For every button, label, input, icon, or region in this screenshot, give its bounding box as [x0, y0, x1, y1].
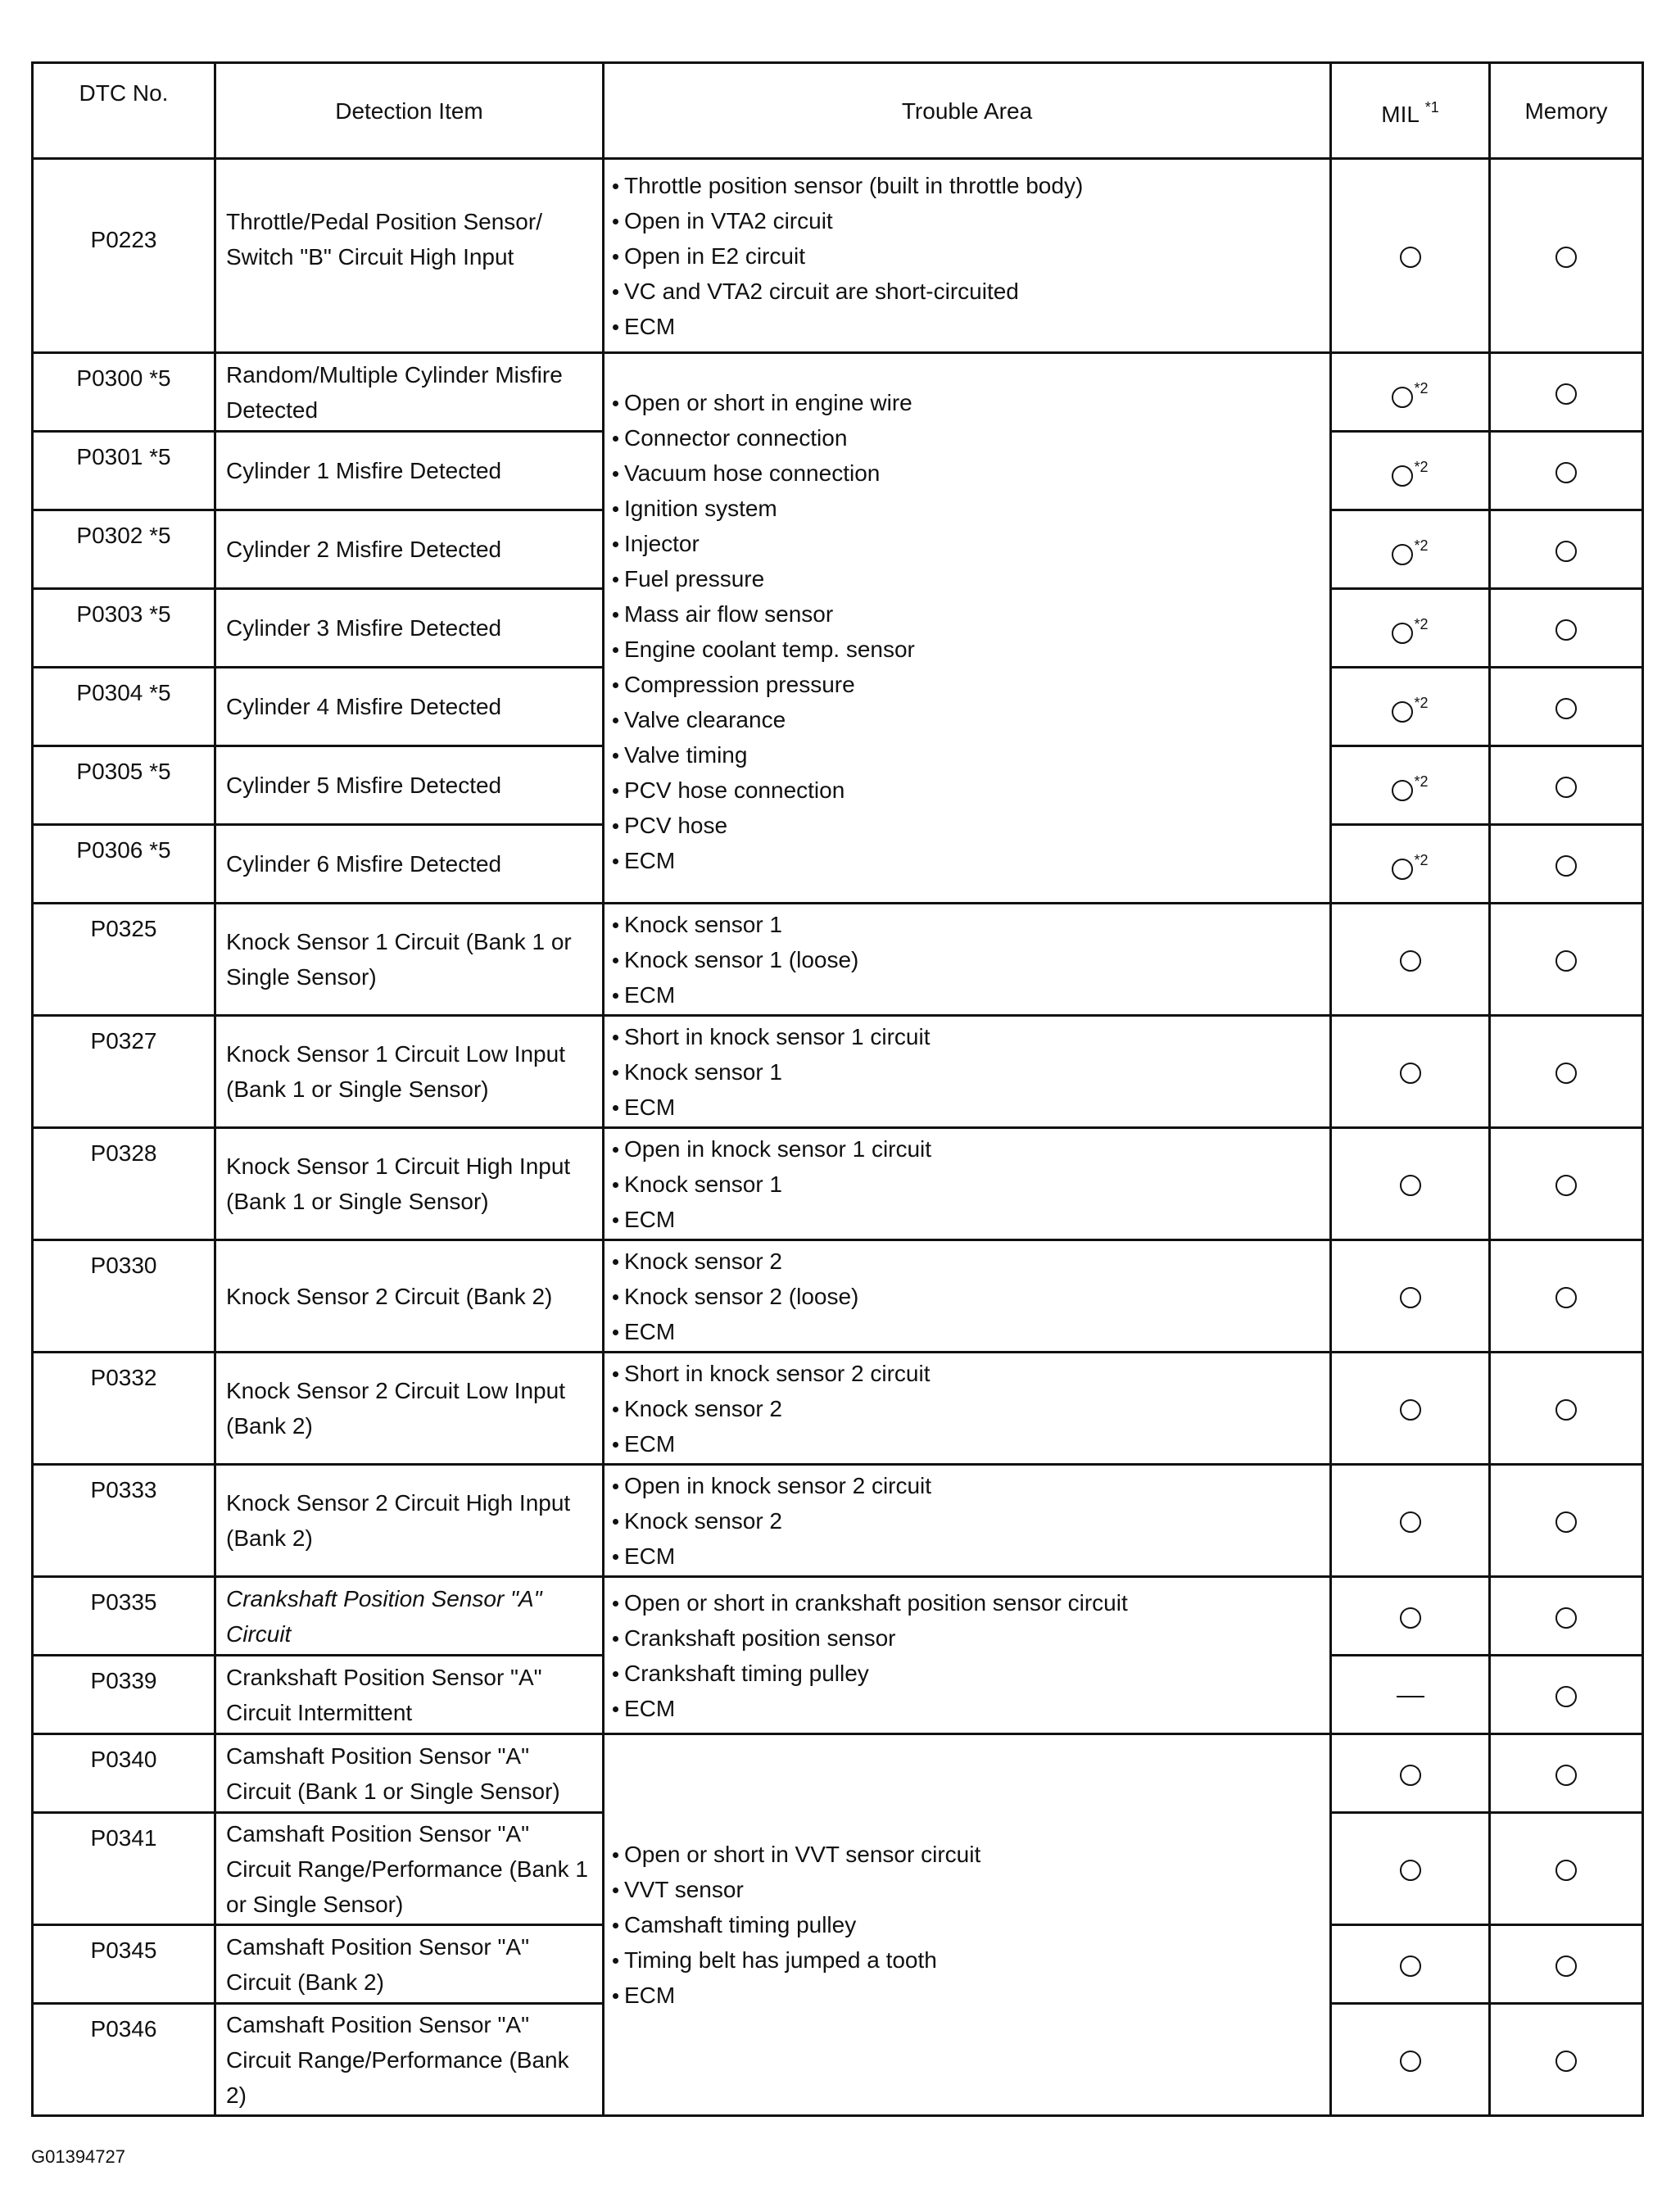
trouble-area: [604, 1240, 1331, 1353]
memory-cell: [1490, 904, 1643, 1016]
circle-icon: [1555, 1686, 1577, 1707]
trouble-area-item: Open in E2 circuit: [613, 238, 1321, 274]
trouble-area-item: ECM: [613, 1314, 1321, 1349]
memory-cell: [1490, 1577, 1643, 1656]
circle-icon: [1555, 1860, 1577, 1881]
circle-icon: [1400, 1287, 1421, 1308]
circle-icon: [1392, 701, 1413, 723]
mil-cell: [1331, 1734, 1490, 1813]
trouble-area-item: ECM: [613, 1539, 1321, 1574]
memory-cell: [1490, 1734, 1643, 1813]
trouble-area: [604, 353, 1331, 904]
detection-item: Cylinder 5 Misfire Detected: [215, 746, 604, 825]
detection-item: Camshaft Position Sensor "A" Circuit Range/Performance (Bank 2): [215, 2004, 604, 2116]
circle-icon: [1400, 1399, 1421, 1421]
circle-icon: [1555, 541, 1577, 562]
trouble-area-item: Open or short in crankshaft position sensor circuit: [613, 1585, 1321, 1620]
circle-icon: [1555, 2051, 1577, 2072]
trouble-area-item: Valve clearance: [613, 702, 1321, 737]
trouble-area-item: Crankshaft timing pulley: [613, 1656, 1321, 1691]
dtc-code: P0327: [33, 1016, 215, 1128]
mil-cell: [1331, 1925, 1490, 2004]
trouble-area-item: ECM: [613, 1202, 1321, 1237]
col-header-trouble-area: Trouble Area: [604, 63, 1331, 159]
trouble-area-item: ECM: [613, 1978, 1321, 2013]
detection-item: Crankshaft Position Sensor "A" Circuit: [215, 1577, 604, 1656]
detection-item: Throttle/Pedal Position Sensor/ Switch "B" Circuit High Input: [215, 159, 604, 353]
trouble-area-item: Knock sensor 1: [613, 907, 1321, 942]
memory-cell: [1490, 432, 1643, 510]
trouble-area-item: Knock sensor 1: [613, 1167, 1321, 1202]
mil-cell: [1331, 1353, 1490, 1465]
memory-cell: [1490, 1353, 1643, 1465]
trouble-area: [604, 1016, 1331, 1128]
memory-cell: [1490, 746, 1643, 825]
dtc-code: P0306 *5: [33, 825, 215, 904]
trouble-area: [604, 1734, 1331, 2116]
dtc-code: P0332: [33, 1353, 215, 1465]
table-row: [33, 1577, 1643, 1656]
table-row: [33, 1240, 1643, 1353]
circle-icon: [1555, 698, 1577, 719]
figure-code: G01394727: [31, 2146, 125, 2167]
mil-cell: [1331, 825, 1490, 904]
table-row: [33, 1128, 1643, 1240]
trouble-area-item: Knock sensor 1: [613, 1054, 1321, 1090]
dtc-code: P0341: [33, 1813, 215, 1925]
trouble-area-item: Mass air flow sensor: [613, 596, 1321, 632]
circle-icon: [1392, 623, 1413, 644]
circle-icon: [1392, 859, 1413, 880]
table-row: [33, 904, 1643, 1016]
trouble-area-list: [613, 1585, 1321, 1726]
table-row: [33, 1734, 1643, 1813]
detection-item: Cylinder 3 Misfire Detected: [215, 589, 604, 668]
trouble-area-item: Open in knock sensor 1 circuit: [613, 1131, 1321, 1167]
trouble-area-item: Valve timing: [613, 737, 1321, 773]
trouble-area-item: ECM: [613, 1691, 1321, 1726]
dtc-code: P0303 *5: [33, 589, 215, 668]
header-row: [33, 63, 1643, 159]
memory-cell: [1490, 1128, 1643, 1240]
trouble-area: [604, 1577, 1331, 1734]
circle-icon: [1392, 387, 1413, 408]
dtc-code: P0333: [33, 1465, 215, 1577]
trouble-area: [604, 1465, 1331, 1577]
circle-icon: [1555, 1175, 1577, 1196]
table-row: [33, 1353, 1643, 1465]
dtc-code: P0345: [33, 1925, 215, 2004]
mil-cell: [1331, 510, 1490, 589]
circle-icon: [1555, 855, 1577, 877]
circle-icon: [1555, 247, 1577, 268]
trouble-area-item: PCV hose: [613, 808, 1321, 843]
circle-icon: [1400, 1063, 1421, 1084]
mil-cell: [1331, 1465, 1490, 1577]
trouble-area-list: [613, 168, 1321, 344]
trouble-area-list: [613, 907, 1321, 1013]
trouble-area-item: Open or short in VVT sensor circuit: [613, 1837, 1321, 1872]
detection-item: Cylinder 4 Misfire Detected: [215, 668, 604, 746]
trouble-area-item: ECM: [613, 1426, 1321, 1462]
circle-icon: [1400, 1765, 1421, 1786]
circle-icon: [1555, 950, 1577, 972]
trouble-area-list: [613, 1244, 1321, 1349]
mil-cell: [1331, 1240, 1490, 1353]
col-header-mil: [1331, 63, 1490, 159]
memory-cell: [1490, 1465, 1643, 1577]
detection-item: Knock Sensor 2 Circuit Low Input (Bank 2): [215, 1353, 604, 1465]
circle-icon: [1555, 1607, 1577, 1629]
circle-icon: [1555, 1287, 1577, 1308]
detection-item: Knock Sensor 1 Circuit High Input (Bank 1 or Single Sensor): [215, 1128, 604, 1240]
trouble-area-item: Knock sensor 2: [613, 1391, 1321, 1426]
detection-item: Camshaft Position Sensor "A" Circuit (Bank 1 or Single Sensor): [215, 1734, 604, 1813]
col-header-memory: Memory: [1490, 63, 1643, 159]
dtc-code: P0325: [33, 904, 215, 1016]
dtc-code: P0302 *5: [33, 510, 215, 589]
trouble-area-item: Knock sensor 2 (loose): [613, 1279, 1321, 1314]
circle-icon: [1400, 1175, 1421, 1196]
mil-misfire-note: *2: [1414, 616, 1429, 632]
col-header-dtc: DTC No.: [33, 63, 215, 159]
dtc-code: P0300 *5: [33, 353, 215, 432]
trouble-area-item: ECM: [613, 1090, 1321, 1125]
col-header-detection-item: Detection Item: [215, 63, 604, 159]
memory-cell: [1490, 1656, 1643, 1734]
detection-item: Cylinder 1 Misfire Detected: [215, 432, 604, 510]
trouble-area-item: ECM: [613, 309, 1321, 344]
trouble-area-item: ECM: [613, 977, 1321, 1013]
trouble-area-item: Knock sensor 1 (loose): [613, 942, 1321, 977]
memory-cell: [1490, 1813, 1643, 1925]
trouble-area-item: Compression pressure: [613, 667, 1321, 702]
trouble-area-item: Short in knock sensor 1 circuit: [613, 1019, 1321, 1054]
trouble-area-item: PCV hose connection: [613, 773, 1321, 808]
table-row: [33, 159, 1643, 353]
detection-item: Camshaft Position Sensor "A" Circuit (Bank 2): [215, 1925, 604, 2004]
circle-icon: [1555, 1063, 1577, 1084]
dtc-code: P0301 *5: [33, 432, 215, 510]
trouble-area-item: Short in knock sensor 2 circuit: [613, 1356, 1321, 1391]
circle-icon: [1555, 1511, 1577, 1533]
circle-icon: [1392, 465, 1413, 487]
detection-item: Knock Sensor 1 Circuit (Bank 1 or Single Sensor): [215, 904, 604, 1016]
trouble-area-list: [613, 1356, 1321, 1462]
mil-cell: [1331, 1656, 1490, 1734]
circle-icon: [1400, 247, 1421, 268]
memory-cell: [1490, 1925, 1643, 2004]
mil-cell: [1331, 353, 1490, 432]
trouble-area-item: Open in knock sensor 2 circuit: [613, 1468, 1321, 1503]
trouble-area: [604, 1353, 1331, 1465]
memory-cell: [1490, 353, 1643, 432]
trouble-area: [604, 1128, 1331, 1240]
memory-cell: [1490, 159, 1643, 353]
table-row: [33, 353, 1643, 432]
memory-cell: [1490, 589, 1643, 668]
trouble-area-list: [613, 1837, 1321, 2013]
circle-icon: [1555, 1765, 1577, 1786]
dtc-code: P0328: [33, 1128, 215, 1240]
trouble-area: [604, 159, 1331, 353]
dtc-code: P0330: [33, 1240, 215, 1353]
circle-icon: [1400, 950, 1421, 972]
dtc-table: [31, 61, 1644, 2117]
trouble-area-item: Open in VTA2 circuit: [613, 203, 1321, 238]
dtc-code: P0304 *5: [33, 668, 215, 746]
trouble-area-item: Throttle position sensor (built in throttle body): [613, 168, 1321, 203]
memory-cell: [1490, 668, 1643, 746]
mil-label: MIL: [1381, 101, 1419, 127]
mil-cell: [1331, 1813, 1490, 1925]
circle-icon: [1400, 1607, 1421, 1629]
circle-icon: [1392, 544, 1413, 565]
detection-item: Knock Sensor 1 Circuit Low Input (Bank 1 or Single Sensor): [215, 1016, 604, 1128]
trouble-area-item: Engine coolant temp. sensor: [613, 632, 1321, 667]
trouble-area-item: Camshaft timing pulley: [613, 1907, 1321, 1942]
trouble-area-item: Timing belt has jumped a tooth: [613, 1942, 1321, 1978]
trouble-area-item: Knock sensor 2: [613, 1244, 1321, 1279]
detection-item: Crankshaft Position Sensor "A" Circuit Intermittent: [215, 1656, 604, 1734]
table-row: [33, 1016, 1643, 1128]
dtc-code: P0340: [33, 1734, 215, 1813]
mil-cell: [1331, 432, 1490, 510]
circle-icon: [1400, 1955, 1421, 1977]
mil-misfire-note: *2: [1414, 380, 1429, 397]
dash-icon: [1397, 1696, 1424, 1697]
circle-icon: [1400, 2051, 1421, 2072]
trouble-area-list: [613, 1468, 1321, 1574]
trouble-area-item: Vacuum hose connection: [613, 455, 1321, 491]
memory-cell: [1490, 510, 1643, 589]
circle-icon: [1555, 383, 1577, 405]
memory-cell: [1490, 1016, 1643, 1128]
trouble-area-item: ECM: [613, 843, 1321, 878]
mil-misfire-note: *2: [1414, 773, 1429, 790]
mil-misfire-note: *2: [1414, 695, 1429, 711]
mil-misfire-note: *2: [1414, 852, 1429, 868]
trouble-area-item: Knock sensor 2: [613, 1503, 1321, 1539]
circle-icon: [1555, 777, 1577, 798]
dtc-code: P0223: [33, 159, 215, 353]
mil-cell: [1331, 159, 1490, 353]
trouble-area-item: VC and VTA2 circuit are short-circuited: [613, 274, 1321, 309]
table-row: [33, 1465, 1643, 1577]
trouble-area-item: Open or short in engine wire: [613, 385, 1321, 420]
trouble-area-item: Fuel pressure: [613, 561, 1321, 596]
detection-item: Cylinder 2 Misfire Detected: [215, 510, 604, 589]
memory-cell: [1490, 1240, 1643, 1353]
detection-item: Knock Sensor 2 Circuit (Bank 2): [215, 1240, 604, 1353]
memory-cell: [1490, 825, 1643, 904]
dtc-code: P0335: [33, 1577, 215, 1656]
circle-icon: [1400, 1511, 1421, 1533]
mil-misfire-note: *2: [1414, 459, 1429, 475]
trouble-area-list: [613, 385, 1321, 878]
detection-item: Camshaft Position Sensor "A" Circuit Range/Performance (Bank 1 or Single Sensor): [215, 1813, 604, 1925]
circle-icon: [1555, 1955, 1577, 1977]
trouble-area-item: VVT sensor: [613, 1872, 1321, 1907]
mil-cell: [1331, 904, 1490, 1016]
circle-icon: [1392, 780, 1413, 801]
mil-footnote: *1: [1424, 98, 1439, 116]
trouble-area-list: [613, 1019, 1321, 1125]
detection-item: Random/Multiple Cylinder Misfire Detected: [215, 353, 604, 432]
mil-cell: [1331, 1016, 1490, 1128]
mil-misfire-note: *2: [1414, 537, 1429, 554]
mil-cell: [1331, 746, 1490, 825]
circle-icon: [1555, 619, 1577, 641]
mil-cell: [1331, 2004, 1490, 2116]
dtc-code: P0305 *5: [33, 746, 215, 825]
mil-cell: [1331, 1577, 1490, 1656]
trouble-area-item: Injector: [613, 526, 1321, 561]
trouble-area-item: Ignition system: [613, 491, 1321, 526]
circle-icon: [1555, 462, 1577, 483]
dtc-code: P0346: [33, 2004, 215, 2116]
mil-cell: [1331, 589, 1490, 668]
circle-icon: [1555, 1399, 1577, 1421]
mil-cell: [1331, 668, 1490, 746]
circle-icon: [1400, 1860, 1421, 1881]
mil-cell: [1331, 1128, 1490, 1240]
trouble-area-item: Connector connection: [613, 420, 1321, 455]
memory-cell: [1490, 2004, 1643, 2116]
dtc-code: P0339: [33, 1656, 215, 1734]
trouble-area: [604, 904, 1331, 1016]
detection-item: Cylinder 6 Misfire Detected: [215, 825, 604, 904]
trouble-area-item: Crankshaft position sensor: [613, 1620, 1321, 1656]
detection-item: Knock Sensor 2 Circuit High Input (Bank 2): [215, 1465, 604, 1577]
trouble-area-list: [613, 1131, 1321, 1237]
